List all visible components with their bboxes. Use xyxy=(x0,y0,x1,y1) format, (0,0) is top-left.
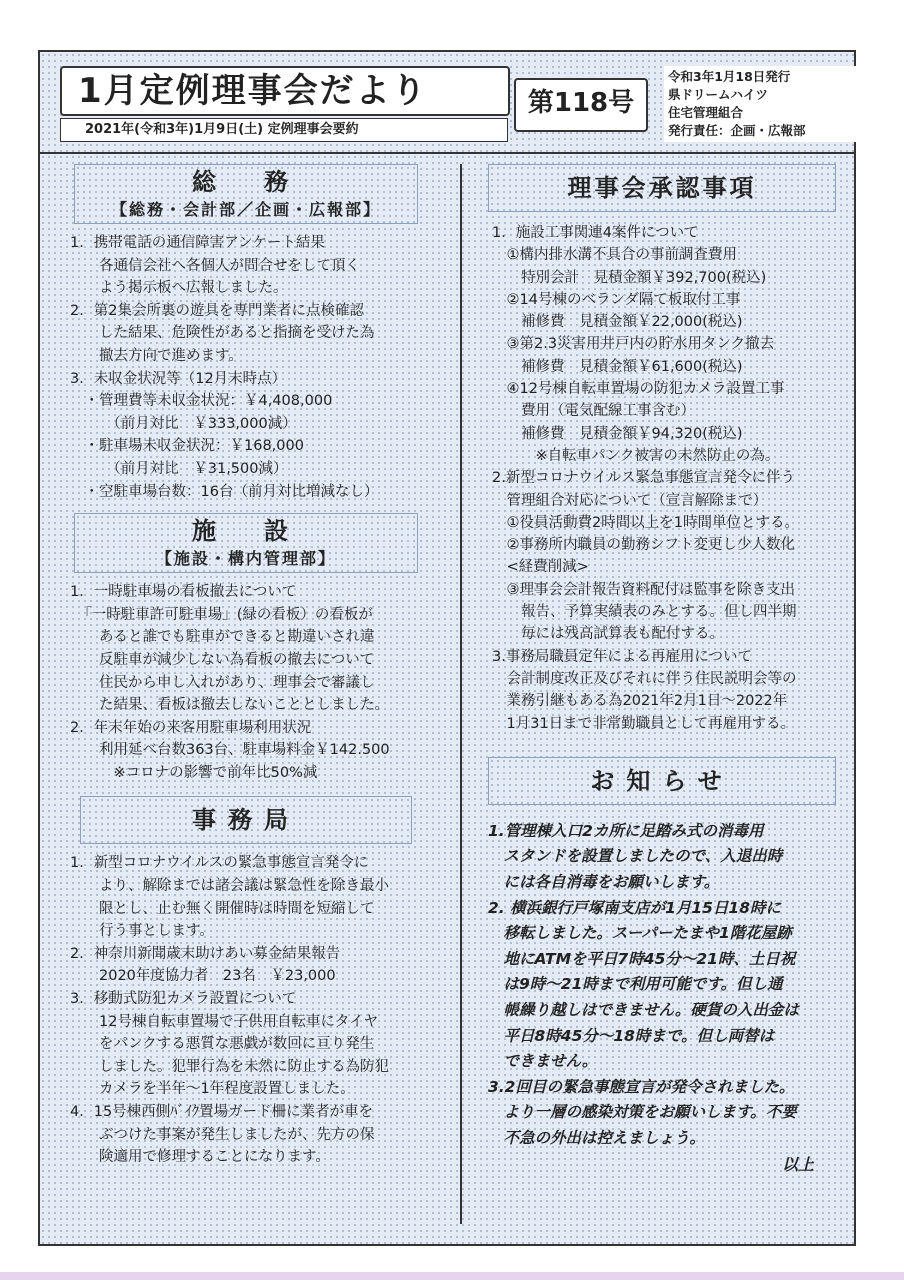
text-line: 特別会計 見積金額￥392,700(税込) xyxy=(492,269,767,286)
notice-line: より一層の感染対策をお願いします。不要 xyxy=(488,1103,797,1122)
text-line: よう掲示板へ広報しました。 xyxy=(70,280,288,297)
text-line: 2．第2集会所裏の遊具を専門業者に点検確認 xyxy=(70,302,364,319)
text-line: 1．新型コロナウイルスの緊急事態宣言発令に xyxy=(70,855,369,872)
publisher: 発行責任：企画・広報部 xyxy=(668,123,806,138)
newsletter-title: 1月定例理事会だより xyxy=(78,71,428,111)
text-line: 報告、予算実績表のみとする。但し四半期 xyxy=(492,604,797,621)
text-line: ④12号棟自転車置場の防犯カメラ設置工事 xyxy=(492,381,785,398)
text-line: ②14号棟のベランダ隔て板取付工事 xyxy=(492,291,741,308)
section-body-jimukyoku xyxy=(48,852,444,1168)
text-line: 2.新型コロナウイルス緊急事態宣言発令に伴う xyxy=(492,470,795,487)
section-heading-approvals xyxy=(488,164,836,212)
publication-date: 令和3年1月18日発行 xyxy=(668,69,791,84)
text-line: 険適用で修理することになります。 xyxy=(70,1149,330,1166)
text-line: カメラを半年〜1年程度設置しました。 xyxy=(70,1081,355,1098)
text-line: 2．年末年始の来客用駐車場利用状況 xyxy=(70,719,312,736)
section-subtitle-shisetsu: 【施設・構内管理部】 xyxy=(155,549,336,569)
text-line: ※自転車パンク被害の未然防止の為。 xyxy=(492,447,780,464)
text-line: 管理組合対応について（宣言解除まで） xyxy=(492,492,768,509)
text-line: 限とし、止む無く開催時は時間を短縮して xyxy=(70,900,375,917)
section-heading-jimukyoku xyxy=(80,796,412,844)
section-title-jimukyoku: 事務局 xyxy=(192,806,300,835)
issue-box xyxy=(514,78,648,132)
notice-line: 地にATMを平日7時45分〜21時、土日祝 xyxy=(488,949,796,968)
text-line: 住民から申し入れがあり、理事会で審議し xyxy=(70,674,375,691)
text-line: ・駐車場未収金状況：￥168,000 xyxy=(70,438,304,455)
section-body-soumu xyxy=(48,232,444,503)
text-line: 「一時駐車許可駐車場」(緑の看板）の看板が xyxy=(70,606,373,623)
text-line: ①役員活動費2時間以上を1時間単位とする。 xyxy=(492,514,799,531)
section-heading-shisetsu xyxy=(74,513,418,573)
notice-line: 移転しました。スーパーたまや1階花屋跡 xyxy=(488,924,792,943)
notice-line: できません。 xyxy=(488,1052,598,1071)
notice-line: 3.2回目の緊急事態宣言が発令されました。 xyxy=(488,1077,795,1096)
text-line: 補修費 見積金額￥61,600(税込) xyxy=(492,358,743,375)
title-box xyxy=(60,66,510,116)
text-line: た結果、看板は撤去しないこととしました。 xyxy=(70,697,389,714)
section-title-soumu: 総 務 xyxy=(192,168,300,196)
newsletter-frame xyxy=(38,50,856,1246)
notice-line: 不急の外出は控えましょう。 xyxy=(488,1128,706,1147)
section-title-notice: お知らせ xyxy=(590,766,734,795)
text-line: 12号棟自転車置場で子供用自転車にタイヤ xyxy=(70,1013,379,1030)
text-line: 1月31日まで非常勤職員として再雇用する。 xyxy=(492,715,796,732)
text-line: 1．携帯電話の通信障害アンケート結果 xyxy=(70,235,325,251)
notice-line: は9時〜21時まで利用可能です。但し通 xyxy=(488,975,783,994)
section-heading-soumu xyxy=(74,164,418,224)
section-title-shisetsu: 施 設 xyxy=(192,517,300,546)
text-line: 行う事とします。 xyxy=(70,923,214,940)
text-line: 毎には残高試算表も配付する。 xyxy=(492,626,724,643)
text-line: 1．施設工事関連4案件について xyxy=(492,225,699,241)
text-line: 撤去方向で進めます。 xyxy=(70,347,243,364)
text-line: ①構内排水溝不具合の事前調査費用 xyxy=(492,247,737,264)
section-body-approvals xyxy=(470,222,854,735)
text-line: 3．移動式防犯カメラ設置について xyxy=(70,991,297,1008)
text-line: ③理事会会計報告資料配付は監事を除き支出 xyxy=(492,581,795,598)
text-line: <経費削減> xyxy=(492,559,589,576)
bottom-strip xyxy=(0,1272,904,1280)
issue-number: 第118号 xyxy=(527,88,635,118)
text-line: 業務引継もある為2021年2月1日〜2022年 xyxy=(492,693,788,710)
text-line: （前月対比 ￥31,500減） xyxy=(70,460,288,477)
text-line: 3．未収金状況等（12月末時点） xyxy=(70,370,287,387)
notice-line: 平日8時45分〜18時まで。但し両替は xyxy=(488,1026,775,1045)
text-line: 4．15号棟西側ﾊﾞｲｸ置場ガード柵に業者が車を xyxy=(70,1104,374,1120)
section-heading-notice xyxy=(488,757,836,805)
text-line: をパンクする悪質な悪戯が数回に亘り発生 xyxy=(70,1036,375,1053)
text-line: 3.事務局職員定年による再雇用について xyxy=(492,648,753,665)
subtitle-box xyxy=(60,118,508,142)
text-line: した結果、危険性があると指摘を受けた為 xyxy=(70,325,375,342)
notice-line: 1.管理棟入口2カ所に足踏み式の消毒用 xyxy=(488,821,764,840)
text-line: ・管理費等未収金状況：￥4,408,000 xyxy=(70,393,333,410)
text-line: 費用（電気配線工事含む） xyxy=(492,403,695,420)
section-title-approvals: 理事会承認事項 xyxy=(567,174,757,202)
text-line: 各通信会社へ各個人が問合せをして頂く xyxy=(70,257,360,274)
section-body-notice xyxy=(470,819,854,1175)
publication-info xyxy=(664,66,856,142)
text-line: ぶつけた事案が発生しましたが、先方の保 xyxy=(70,1126,375,1143)
notice-line: スタンドを設置しましたので、入退出時 xyxy=(488,847,783,866)
organization-line-1: 県ドリームハイツ xyxy=(668,87,769,102)
section-body-shisetsu xyxy=(48,581,444,784)
column-divider xyxy=(460,164,462,1224)
text-line: 利用延べ台数363台、駐車場料金￥142.500 xyxy=(70,742,390,759)
notice-line: 2. 横浜銀行戸塚南支店が1月15日18時に xyxy=(488,898,781,917)
text-line: 会計制度改正及びそれに伴う住民説明会等の xyxy=(492,670,797,687)
text-line: 補修費 見積金額￥22,000(税込) xyxy=(492,314,743,331)
left-column xyxy=(48,160,444,1169)
text-line: 補修費 見積金額￥94,320(税込) xyxy=(492,425,743,442)
text-line: ※コロナの影響で前年比50%減 xyxy=(70,764,318,781)
newsletter-subtitle: 2021年(令和3年)1月9日(土) 定例理事会要約 xyxy=(85,122,359,137)
text-line: ・空駐車場台数：16台（前月対比増減なし） xyxy=(70,483,379,500)
right-column xyxy=(470,160,854,1175)
text-line: 1．一時駐車場の看板撤去について xyxy=(70,584,297,601)
organization-line-2: 住宅管理組合 xyxy=(668,105,744,120)
text-line: しました。犯罪行為を未然に防止する為防犯 xyxy=(70,1058,389,1075)
closing-text: 以上 xyxy=(781,1154,814,1174)
text-line: ③第2.3災害用井戸内の貯水用タンク撤去 xyxy=(492,336,775,353)
text-line: より、解除までは諸会議は緊急性を除き最小 xyxy=(70,878,389,895)
text-line: 2020年度協力者 23名 ￥23,000 xyxy=(70,968,336,985)
text-line: （前月対比 ￥333,000減） xyxy=(70,415,297,432)
text-line: ②事務所内職員の勤務シフト変更し少人数化 xyxy=(492,537,795,554)
notice-line: には各自消毒をお願いします。 xyxy=(488,873,720,892)
notice-line: 帳繰り越しはできません。硬貨の入出金は xyxy=(488,1000,799,1019)
text-line: 反駐車が減少しない為看板の撤去について xyxy=(70,651,375,668)
newsletter-header xyxy=(40,52,854,154)
text-line: 2．神奈川新聞歳末助けあい募金結果報告 xyxy=(70,945,341,962)
text-line: あると誰でも駐車ができると勘違いされ違 xyxy=(70,629,375,646)
section-subtitle-soumu: 【総務・会計部／企画・広報部】 xyxy=(110,200,381,219)
